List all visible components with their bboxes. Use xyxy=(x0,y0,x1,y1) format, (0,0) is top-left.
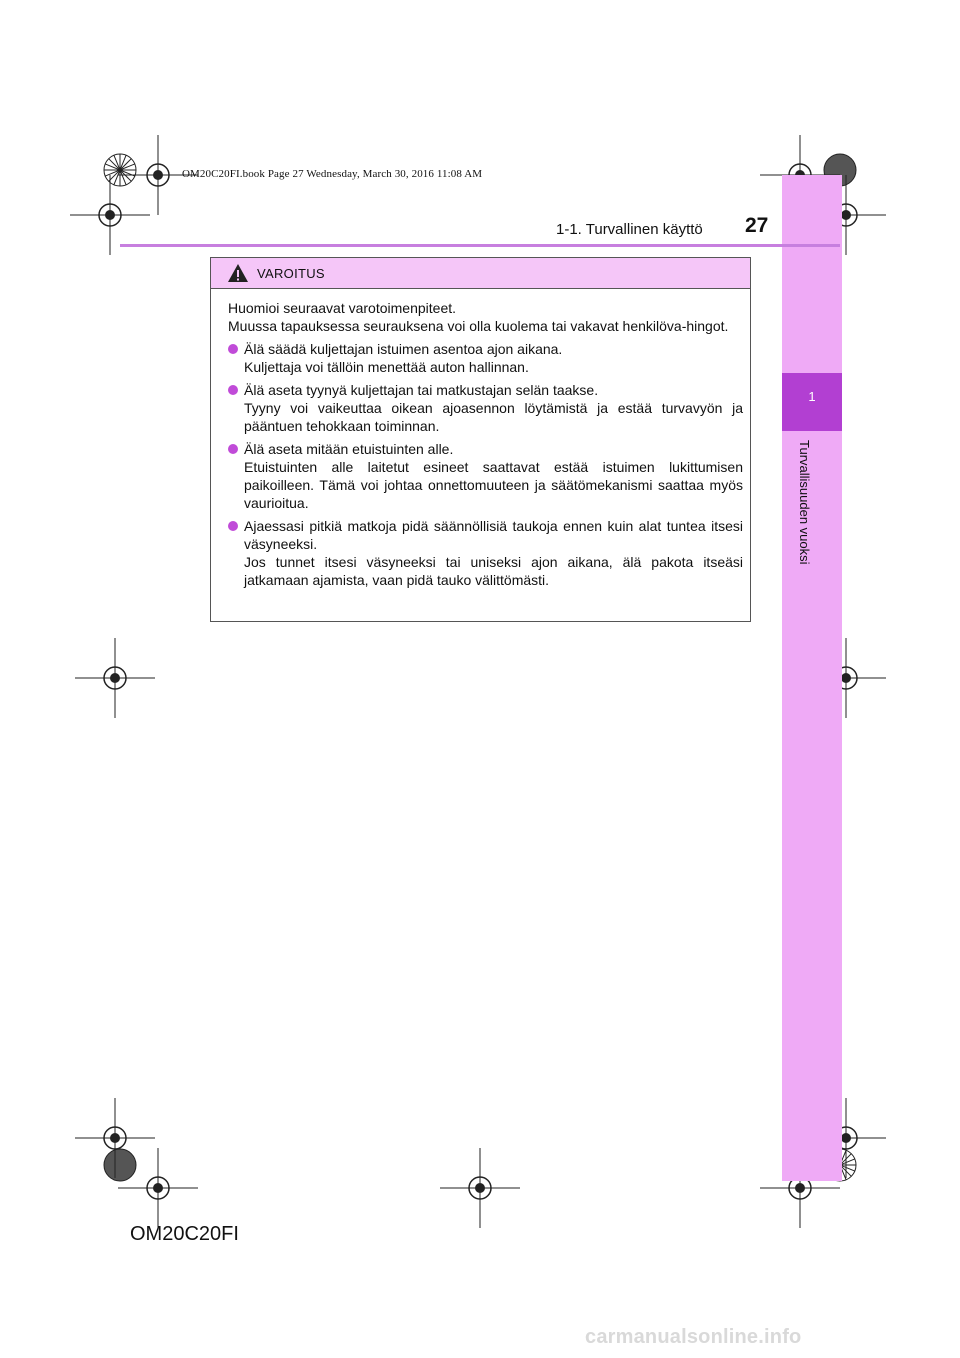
crosshair-icon xyxy=(118,1148,198,1228)
warning-item-heading: Älä aseta tyynyä kuljettajan tai matkustajan selän taakse. xyxy=(244,382,599,398)
manual-code: OM20C20FI xyxy=(130,1223,239,1245)
warning-item-text: Kuljettaja voi tällöin menettää auton hallinnan. xyxy=(244,359,529,375)
warning-item xyxy=(228,440,743,512)
watermark: carmanualsonline.info xyxy=(585,1326,802,1348)
warning-item-text: Etuistuinten alle laitetut esineet saattavat estää istuimen lukittumisen paikoilleen. Tämä voi johtaa onnettomuuteen ja säätömekanismi saattaa myös vaurioitua. xyxy=(244,459,743,511)
warning-item-text: Tyyny voi vaikeuttaa oikean ajoasennon löytämistä ja estää turvavyön ja pääntuen tehokkaan toiminnan. xyxy=(244,400,743,434)
bullet-icon xyxy=(228,344,238,354)
warning-header xyxy=(211,258,750,289)
warning-item xyxy=(228,381,743,435)
warning-item-heading: Ajaessasi pitkiä matkoja pidä säännöllisiä taukoja ennen kuin alat tuntea itsesi väsyneeksi. xyxy=(244,518,743,552)
header-rule xyxy=(120,244,840,247)
bullet-icon xyxy=(228,444,238,454)
print-stamp: OM20C20FI.book Page 27 Wednesday, March 30, 2016 11:08 AM xyxy=(182,168,483,180)
warning-item xyxy=(228,517,743,589)
bullet-icon xyxy=(228,521,238,531)
chapter-title: Turvallisuuden vuoksi xyxy=(797,440,812,565)
warning-intro-line: Huomioi seuraavat varotoimenpiteet. xyxy=(228,300,457,316)
warning-item-heading: Älä säädä kuljettajan istuimen asentoa ajon aikana. xyxy=(244,341,563,357)
warning-intro-line: Muussa tapauksessa seurauksena voi olla kuolema tai vakavat henkilöva-hingot. xyxy=(228,318,729,334)
crosshair-icon xyxy=(75,638,155,718)
crosshair-icon xyxy=(440,1148,520,1228)
warning-item-heading: Älä aseta mitään etuistuinten alle. xyxy=(244,441,454,457)
chapter-side-tab xyxy=(782,175,842,1181)
warning-title: VAROITUS xyxy=(257,265,325,281)
bullet-icon xyxy=(228,385,238,395)
warning-box xyxy=(210,257,751,622)
section-title: 1-1. Turvallinen käyttö xyxy=(556,221,703,238)
page-number: 27 xyxy=(745,214,769,237)
warning-item xyxy=(228,340,743,376)
chapter-number: 1 xyxy=(782,373,842,431)
warning-triangle-icon xyxy=(227,262,249,284)
warning-body xyxy=(211,289,750,589)
warning-item-text: Jos tunnet itsesi väsyneeksi tai uniseksi ajon aikana, älä pakota itseäsi jatkamaan ajamista, vaan pidä tauko välittömästi. xyxy=(244,554,743,588)
